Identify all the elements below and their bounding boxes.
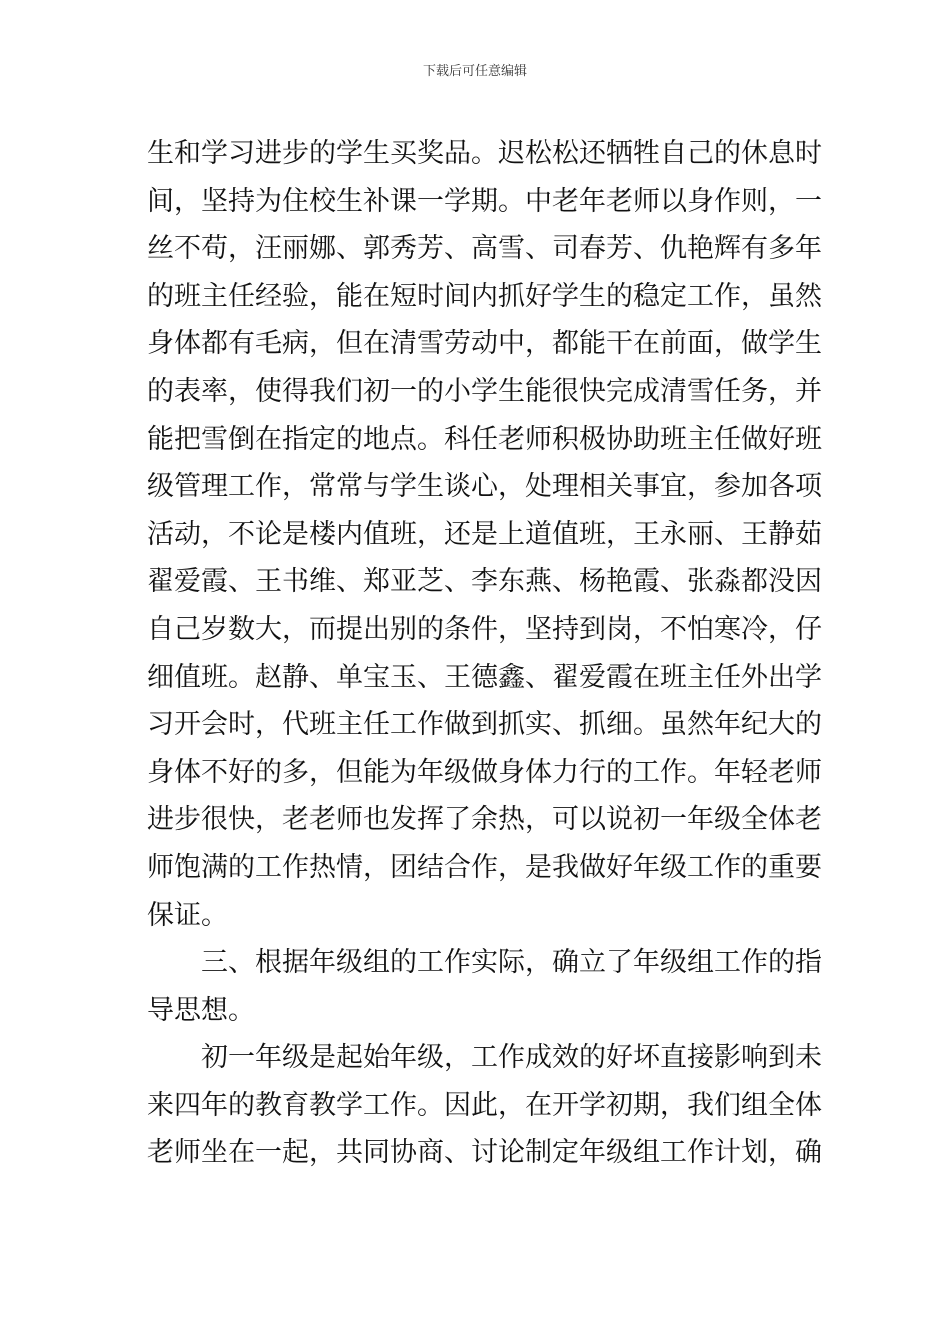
document-body — [147, 130, 822, 1177]
text-line: 自己岁数大，而提出别的条件，坚持到岗，不怕寒冷，仔 — [147, 613, 822, 645]
text-line: 能把雪倒在指定的地点。科任老师积极协助班主任做好班 — [147, 423, 822, 455]
text-line: 的表率，使得我们初一的小学生能很快完成清雪任务，并 — [147, 375, 822, 407]
text-line: 身体不好的多，但能为年级做身体力行的工作。年轻老师 — [147, 756, 822, 788]
text-line: 身体都有毛病，但在清雪劳动中，都能干在前面，做学生 — [147, 328, 822, 360]
text-line: 老师坐在一起，共同协商、讨论制定年级组工作计划，确 — [147, 1137, 822, 1169]
text-line: 的班主任经验，能在短时间内抓好学生的稳定工作，虽然 — [147, 280, 822, 312]
page-header-note: 下载后可任意编辑 — [422, 64, 527, 79]
text-line: 细值班。赵静、单宝玉、王德鑫、翟爱霞在班主任外出学 — [147, 661, 822, 693]
text-line: 间，坚持为住校生补课一学期。中老年老师以身作则，一 — [147, 185, 822, 217]
text-line: 翟爱霞、王书维、郑亚芝、李东燕、杨艳霞、张淼都没因 — [147, 566, 822, 598]
section-heading-line: 导思想。 — [147, 994, 255, 1026]
text-line: 活动，不论是楼内值班，还是上道值班，王永丽、王静茹 — [147, 518, 822, 550]
text-line: 级管理工作，常常与学生谈心，处理相关事宜，参加各项 — [147, 471, 822, 503]
text-line: 进步很快，老老师也发挥了余热，可以说初一年级全体老 — [147, 804, 822, 836]
text-line: 丝不苟，汪丽娜、郭秀芳、高雪、司春芳、仇艳辉有多年 — [147, 233, 822, 265]
text-line: 初一年级是起始年级，工作成效的好坏直接影响到未 — [201, 1042, 822, 1074]
text-line: 师饱满的工作热情，团结合作，是我做好年级工作的重要 — [147, 851, 822, 883]
text-line: 保证。 — [147, 899, 228, 931]
section-heading-line: 三、根据年级组的工作实际，确立了年级组工作的指 — [201, 947, 822, 979]
text-line: 生和学习进步的学生买奖品。迟松松还牺牲自己的休息时 — [147, 138, 822, 169]
text-line: 习开会时，代班主任工作做到抓实、抓细。虽然年纪大的 — [147, 709, 822, 741]
text-line: 来四年的教育教学工作。因此，在开学初期，我们组全体 — [147, 1089, 822, 1121]
